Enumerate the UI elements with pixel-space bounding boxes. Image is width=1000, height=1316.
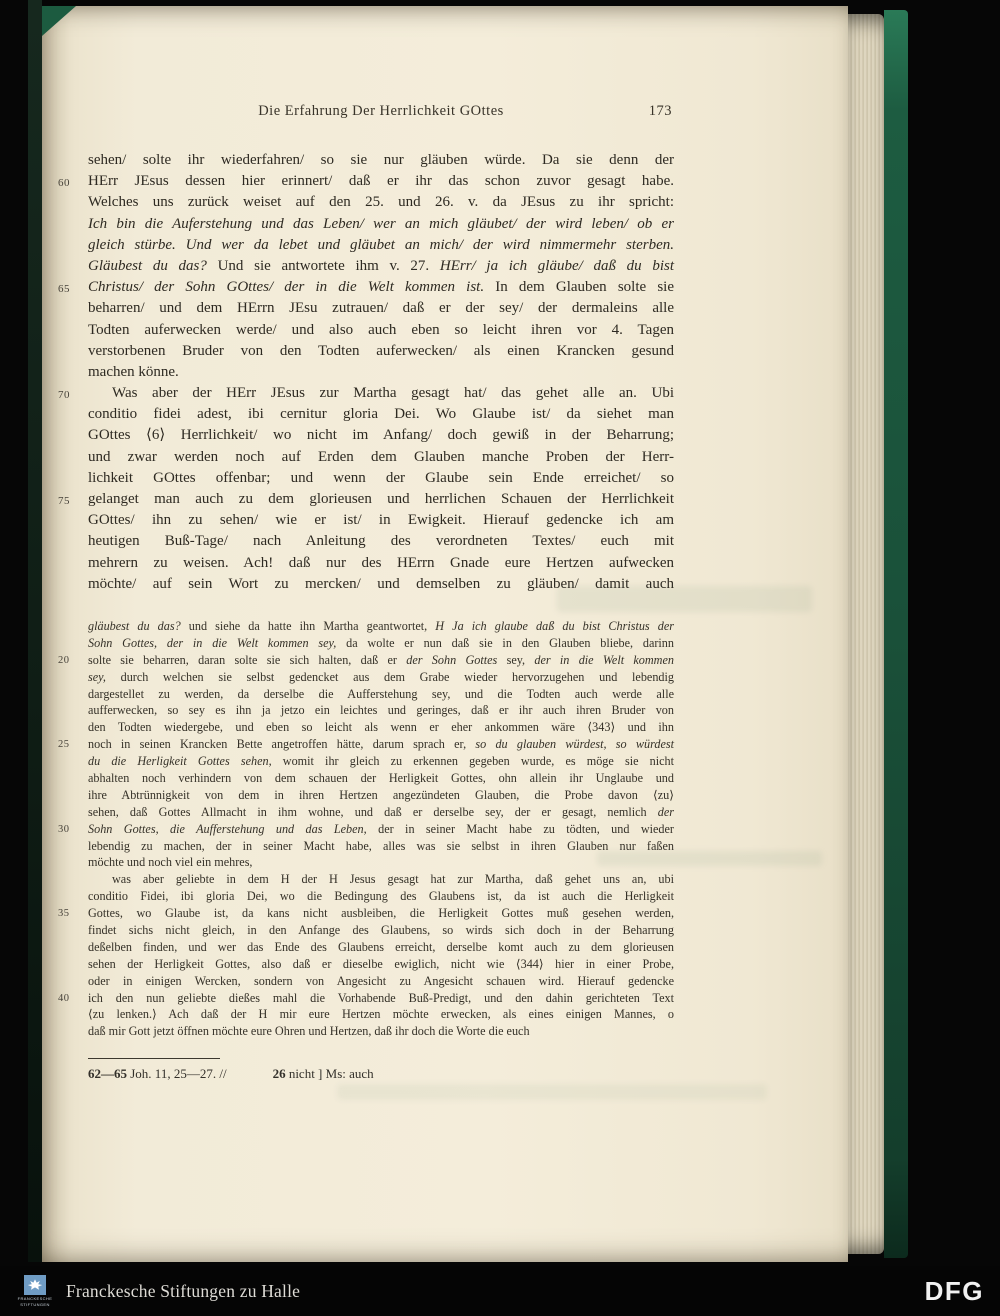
- footnote-text: Joh. 11, 25—27. //: [127, 1066, 227, 1081]
- italic-text-segment: der: [657, 804, 674, 819]
- text-line: [88, 702, 674, 719]
- italic-text-segment: H Ja ich glaube daß du bist Christus der: [435, 619, 675, 633]
- italic-text-segment: du die Herligkeit Gottes sehen,: [88, 754, 272, 769]
- footnote-rule: [88, 1058, 220, 1059]
- text-line: [88, 298, 674, 319]
- text-segment: Todten auferwecken werde/ und also auch eben so leicht ihren vor 4. Tagen: [88, 321, 674, 338]
- text-line: [58, 277, 674, 298]
- text-segment: conditio fidei adest, ibi cernitur gloria Dei. Wo Glaube ist/ da siehet man: [88, 406, 674, 423]
- italic-text-segment: sey,: [88, 669, 106, 684]
- text-segment: lebendig zu machen, der in seiner Macht habe, alles was sie selbst in ihren Glauben nur faßen: [88, 838, 674, 853]
- text-segment: Gottes, wo Glaube ist, da kans nicht ausbleiben, die Herligkeit Gottes muß gesehen werden,: [88, 906, 674, 921]
- text-segment: lichkeit GOttes offenbar; und wenn der Glaube sein Ende erreichet/ so: [88, 469, 674, 486]
- text-segment: sehen/ solte ihr wiederfahren/ so sie nur gläuben würde. Da sie denn der: [88, 152, 674, 168]
- franckesche-logo-text-line1: FRANCKESCHE: [17, 1296, 53, 1301]
- text-line: [88, 635, 674, 652]
- text-line: [58, 905, 674, 922]
- italic-text-segment: so du glauben würdest, so würdest: [475, 737, 674, 752]
- footnote-lemma-ref: 26: [272, 1066, 286, 1081]
- line-number: 20: [58, 654, 70, 666]
- text-segment: durch welchen sie selbst gedencket aus dem Grabe wieder hervorzugehen und lebendig: [105, 669, 674, 684]
- text-line: [88, 956, 674, 973]
- franckesche-logo-text-line2: STIFTUNGEN: [20, 1302, 50, 1307]
- text-line: [88, 320, 674, 341]
- book-cover-right-edge: [884, 10, 908, 1258]
- text-segment: sehen der Herligkeit Gottes, also daß er dieselbe ewiglich, nicht wie ⟨344⟩ hier in einer Probe,: [88, 956, 674, 971]
- text-segment: heutigen Buß-Tage/ nach Anleitung des verordneten Textes/ euch mit: [88, 533, 674, 550]
- text-line: [88, 553, 674, 574]
- italic-text-segment: Gläubest du das?: [88, 257, 207, 274]
- text-line: [88, 888, 674, 905]
- book-cover-left-edge: [28, 0, 42, 1262]
- franckesche-stiftungen-eagle-icon: [24, 1275, 46, 1295]
- italic-text-segment: der in die Welt kommen: [534, 652, 674, 667]
- line-number: 25: [58, 739, 70, 751]
- text-line: [88, 669, 674, 686]
- text-line: [88, 871, 674, 888]
- text-segment: womit ihr gleich zu erkennen gegeben wurde, es möge sie nicht: [271, 754, 674, 769]
- text-line: [88, 404, 674, 425]
- text-line: [88, 686, 674, 703]
- text-segment: sehen, daß Gottes Allmacht in ihm wohne, und daß er derselbe sey, der er gesagt, nemlich: [88, 804, 658, 819]
- text-segment: HErr JEsus dessen hier erinnert/ daß er ihr das schon zuvor gesagt habe.: [88, 173, 674, 190]
- text-column: [58, 6, 675, 1262]
- line-number: 35: [58, 908, 70, 920]
- text-segment: ihre Abtrünnigkeit von dem in ihren Hertzen angezündeten Glauben, die Probe davon ⟨zu⟩: [88, 787, 674, 802]
- running-header: [88, 103, 674, 120]
- text-segment: und zwar werden noch auf Erden dem Glauben manche Proben der Herr-: [88, 448, 674, 465]
- text-segment: machen könne.: [88, 363, 179, 380]
- text-segment: findet sichs nicht gleich, in den Anfange des Glaubens, so wirds sich doch in der Beharrung: [88, 923, 674, 938]
- text-line: [88, 235, 674, 256]
- text-line: [58, 990, 674, 1007]
- text-segment: aufferwecken, so sey es ihn ja jetzo ein leichtes und geringes, daß er ihr auch ihren Bruder von: [88, 703, 674, 718]
- text-line: [88, 362, 674, 383]
- text-line: [58, 652, 674, 669]
- text-segment: ⟨zu lenken.⟩ Ach daß der H mir eure Hertzen möchte erwecken, als eines einigen Mannes, o: [88, 1007, 674, 1022]
- line-number: 40: [58, 992, 70, 1004]
- text-segment: verstorbenen Bruder von den Todten auferwecken/ als einen Krancken gesund: [88, 342, 674, 359]
- line-number: 60: [58, 177, 70, 190]
- italic-text-segment: gläubest du das?: [88, 619, 181, 633]
- footnote-line: [88, 1066, 674, 1082]
- text-segment: mehrern zu weisen. Ach! daß nur des HErrn Gnade eure Hertzen aufwecken: [88, 554, 674, 571]
- text-line: [88, 341, 674, 362]
- text-segment: solte sie beharren, daran solte sie sich halten, daß er: [88, 652, 407, 667]
- text-line: [88, 425, 674, 446]
- text-line: [58, 489, 674, 510]
- footnote-lemma-ref: 62—65: [88, 1066, 127, 1081]
- text-line: [88, 510, 674, 531]
- text-line: [88, 574, 674, 595]
- text-segment: ich den nun geliebte dießes mahl die Vorhabende Buß-Predigt, und den dahin gerichteten Text: [88, 990, 674, 1005]
- book-page: [42, 6, 848, 1262]
- text-segment: dargestellet zu werden, da derselbe die Aufferstehung sey, und die Todten auch werde alle: [88, 686, 674, 701]
- italic-text-segment: Christus/ der Sohn GOttes/ der in die Welt kommen ist.: [88, 279, 485, 296]
- page-stack-edges: [848, 14, 884, 1254]
- text-segment: daß mir Gott jetzt öffnen möchte eure Ohren und Hertzen, daß ihr doch die Worte die euch: [88, 1024, 530, 1039]
- text-line: [88, 753, 674, 770]
- text-segment: GOttes/ ihn zu sehen/ wie er ist/ in Ewigkeit. Hierauf gedencke ich am: [88, 512, 674, 529]
- text-line: [88, 973, 674, 990]
- text-segment: beharren/ und dem HErrn JEsu zutrauen/ daß er der sey/ der dermaleins alle: [88, 300, 674, 317]
- text-segment: In dem Glauben solte sie: [484, 279, 674, 296]
- text-line: [88, 214, 674, 235]
- text-segment: möchte und noch viel ein mehres,: [88, 855, 253, 870]
- text-segment: der in seiner Macht habe zu tödten, und wieder: [366, 821, 674, 836]
- text-line: [88, 447, 674, 468]
- text-segment: Was aber der HErr JEsus zur Martha gesagt hat/ das gehet alle an. Ubi: [112, 385, 674, 402]
- italic-text-segment: gleich stürbe. Und wer da lebet und gläubet an mich/ der wird nimmermehr sterben.: [88, 236, 674, 253]
- text-line: [88, 531, 674, 552]
- italic-text-segment: Sohn Gottes, der in die Welt kommen sey,: [88, 635, 337, 650]
- text-line: [88, 256, 674, 277]
- text-segment: Welches uns zurück weiset auf den 25. und 26. v. da JEsus zu ihr spricht:: [88, 194, 674, 211]
- main-text-block: [58, 150, 675, 595]
- text-line: [88, 939, 674, 956]
- text-line: [88, 854, 674, 871]
- text-line: [58, 821, 674, 838]
- text-segment: GOttes ⟨6⟩ Herrlichkeit/ wo nicht im Anfang/ doch gewiß in der Beharrung;: [88, 427, 674, 444]
- running-title: Die Erfahrung Der Herrlichkeit GOttes: [258, 103, 504, 119]
- text-segment: und siehe da hatte ihn Martha geantwortet,: [180, 619, 436, 633]
- text-line: [88, 838, 674, 855]
- franckesche-stiftungen-logo[interactable]: [13, 1275, 57, 1307]
- text-line: [88, 192, 674, 213]
- text-segment: sey,: [497, 652, 535, 667]
- text-line: [88, 1023, 674, 1040]
- apparatus-text-block: [58, 618, 675, 1040]
- text-line: [58, 171, 674, 192]
- text-segment: abhalten noch verhindern von dem schauen der Herligkeit Gottes, ohn allein ihr Unglaube und: [88, 771, 674, 786]
- text-line: [58, 383, 674, 404]
- text-segment: möchte/ auf sein Wort zu mercken/ und demselben zu gläuben/ damit auch: [88, 575, 674, 592]
- dfg-logo[interactable]: DFG: [924, 1275, 984, 1306]
- footnote-text: nicht ] Ms: auch: [285, 1066, 374, 1081]
- line-number: 70: [58, 389, 70, 402]
- text-line: [88, 468, 674, 489]
- text-segment: deßelben finden, und wer das Ende des Glaubens erreicht, derselbe komt auch zu dem glorieusen: [88, 939, 674, 954]
- viewer-footer-bar: [0, 1266, 1000, 1316]
- text-line: [88, 770, 674, 787]
- text-line: [88, 922, 674, 939]
- text-line: [88, 618, 674, 635]
- text-segment: da wolte er nun daß sie in den Glauben bliebe, darinn: [336, 635, 674, 650]
- text-segment: den Todten wiedergebe, und eben so leicht als wenn er eher ankommen wäre ⟨343⟩ und ihn: [88, 720, 674, 735]
- text-segment: oder in einigen Wercken, sondern von Angesicht zu Angesicht schauen wird. Hierauf gedencke: [88, 973, 674, 988]
- text-segment: Und sie antwortete ihm v. 27.: [206, 257, 440, 274]
- italic-text-segment: der Sohn Gottes: [406, 652, 498, 667]
- page-number: 173: [648, 103, 672, 119]
- text-segment: conditio Fidei, ibi gloria Dei, wo die Bedingung des Glaubens ist, da ist auch die Herligkeit: [88, 889, 674, 904]
- text-line: [58, 736, 674, 753]
- line-number: 75: [58, 495, 70, 507]
- text-line: [88, 787, 674, 804]
- text-line: [88, 804, 674, 821]
- italic-text-segment: Ich bin die Auferstehung und das Leben/ wer an mich gläubet/ der wird leben/ ob er: [88, 215, 674, 232]
- italic-text-segment: HErr/ ja ich gläube/ daß du bist: [439, 257, 675, 274]
- line-number: 65: [58, 283, 70, 296]
- italic-text-segment: Sohn Gottes, die Aufferstehung und das Leben,: [88, 821, 367, 836]
- text-line: [88, 719, 674, 736]
- text-line: [88, 1006, 674, 1023]
- text-line: [88, 150, 674, 171]
- institution-name: Franckesche Stiftungen zu Halle: [66, 1280, 301, 1301]
- text-segment: gelanget man auch zu dem glorieusen und herrlichen Schauen der Herrlichkeit: [88, 491, 674, 507]
- text-segment: noch in seinen Krancken Bette angetroffen hätte, darum sprach er,: [88, 737, 476, 752]
- line-number: 30: [58, 823, 70, 835]
- text-segment: was aber geliebte in dem H der H Jesus gesagt hat zur Martha, daß gehet uns an, ubi: [112, 872, 674, 887]
